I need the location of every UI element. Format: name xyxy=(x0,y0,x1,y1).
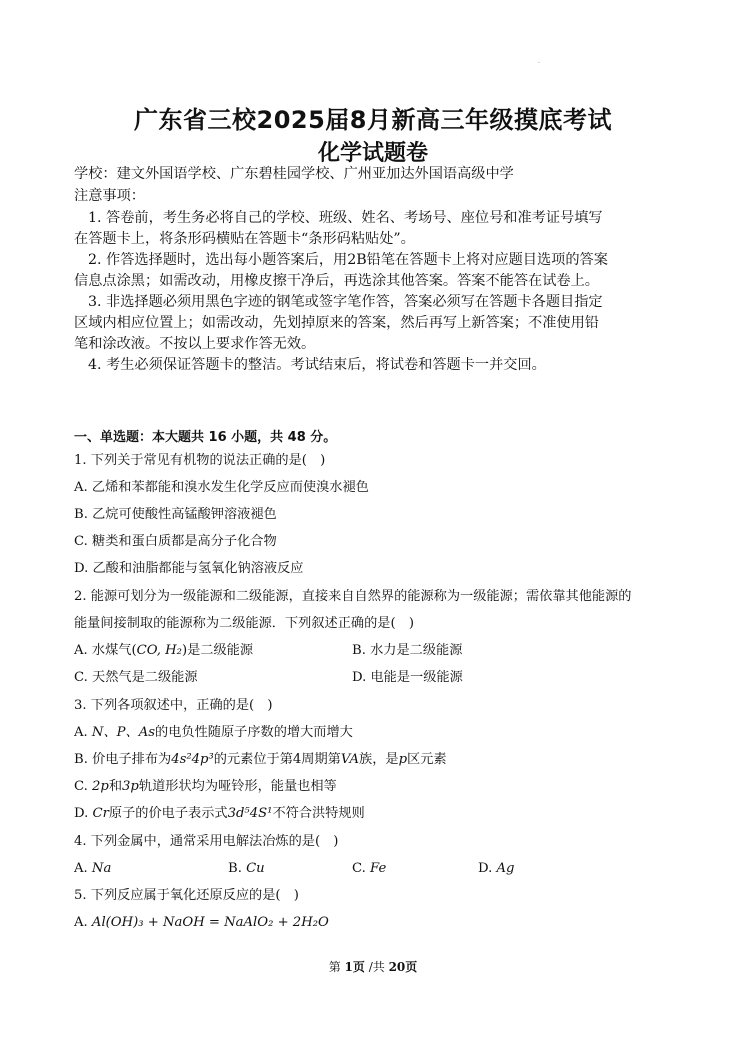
formula: 4s²4p³ xyxy=(171,752,214,767)
formula: 3d⁵4S¹ xyxy=(227,806,273,821)
formula: Cr xyxy=(92,806,109,821)
option-text: D. xyxy=(478,861,497,876)
option-text: 族，是 xyxy=(359,752,399,767)
option-d xyxy=(74,805,365,823)
formula: VA xyxy=(340,752,360,767)
section-title: 一、单选题：本大题共 16 小题，共 48 分。 xyxy=(74,430,337,445)
formula: CO, H₂ xyxy=(136,643,182,658)
notice-line: 2. 作答选择题时，选出每小题答案后，用2B铅笔在答题卡上将对应题目选项的答案 xyxy=(88,252,608,268)
notice-label: 注意事项： xyxy=(74,188,145,204)
option-text: A. xyxy=(74,725,92,740)
option-text: )是二级能源 xyxy=(181,643,254,658)
page-number: 1页 xyxy=(344,960,365,974)
option-c: C. 天然气是二级能源 xyxy=(74,670,198,685)
option-d: D. 乙酸和油脂都能与氢氧化钠溶液反应 xyxy=(74,561,304,576)
notice-line: 笔和涂改液。不按以上要求作答无效。 xyxy=(74,336,316,352)
option-c xyxy=(74,778,337,796)
option-d xyxy=(478,860,514,878)
formula: Cu xyxy=(246,861,265,876)
option-text: D. xyxy=(74,806,93,821)
option-text: 不符合洪特规则 xyxy=(272,806,365,821)
page-total: 20页 xyxy=(388,960,418,974)
formula: p xyxy=(398,752,408,767)
formula: Ag xyxy=(496,861,515,876)
option-b xyxy=(228,860,265,878)
formula: N、P、As xyxy=(91,725,156,740)
option-a: A. 乙烯和苯都能和溴水发生化学反应而使溴水褪色 xyxy=(74,480,369,495)
question-stem: 5. 下列反应属于氧化还原反应的是( ) xyxy=(74,888,299,903)
formula: 3p xyxy=(122,779,139,794)
question-stem: 1. 下列关于常见有机物的说法正确的是( ) xyxy=(74,453,326,468)
option-text: B. xyxy=(228,861,247,876)
formula: Fe xyxy=(370,861,387,876)
option-text: C. xyxy=(352,861,371,876)
option-a xyxy=(74,914,329,932)
formula: Al(OH)₃ + NaOH = NaAlO₂ + 2H₂O xyxy=(91,915,329,930)
option-text: 的电负性随原子序数的增大而增大 xyxy=(155,725,353,740)
exam-title: 广东省三校2025届8月新高三年级摸底考试 xyxy=(134,106,612,134)
option-text: 轨道形状均为哑铃形，能量也相等 xyxy=(138,779,337,794)
question-stem: 2. 能源可划分为一级能源和二级能源，直接来自自然界的能源称为一级能源；需依靠其他能源的 xyxy=(74,589,632,604)
option-text: B. 价电子排布为 xyxy=(74,752,172,767)
option-text: 和 xyxy=(108,779,123,794)
school-line: 学校：建文外国语学校、广东碧桂园学校、广州亚加达外国语高级中学 xyxy=(74,166,514,182)
notice-line: 在答题卡上，将条形码横贴在答题卡“条形码粘贴处”。 xyxy=(74,231,415,247)
notice-line: 1. 答卷前，考生务必将自己的学校、班级、姓名、考场号、座位号和准考证号填写 xyxy=(88,210,603,226)
question-stem: 4. 下列金属中，通常采用电解法冶炼的是( ) xyxy=(74,834,339,849)
option-text: A. xyxy=(74,915,92,930)
option-b: B. 乙烷可使酸性高锰酸钾溶液褪色 xyxy=(74,507,277,522)
option-text: C. xyxy=(74,779,93,794)
scan-mark: . xyxy=(538,58,540,65)
footer-text: 第 xyxy=(328,960,345,974)
footer-text: /共 xyxy=(364,960,389,974)
exam-subtitle: 化学试题卷 xyxy=(317,141,428,166)
question-stem: 3. 下列各项叙述中，正确的是( ) xyxy=(74,698,273,713)
option-text: 的元素位于第4周期第 xyxy=(213,752,341,767)
option-a xyxy=(74,860,111,878)
option-text: 原子的价电子表示式 xyxy=(108,806,228,821)
formula: 2p xyxy=(92,779,109,794)
option-d: D. 电能是一级能源 xyxy=(352,670,463,685)
option-b: B. 水力是二级能源 xyxy=(352,643,463,658)
notice-line: 信息点涂黑；如需改动，用橡皮擦干净后，再选涂其他答案。答案不能答在试卷上。 xyxy=(74,273,599,289)
page-footer xyxy=(0,958,746,975)
option-text: 区元素 xyxy=(407,752,447,767)
notice-line: 3. 非选择题必须用黑色字迹的钢笔或签字笔作答，答案必须写在答题卡各题目指定 xyxy=(88,294,603,310)
notice-line: 4. 考生必须保证答题卡的整洁。考试结束后，将试卷和答题卡一并交回。 xyxy=(88,357,546,373)
question-stem-cont: 能量间接制取的能源称为二级能源．下列叙述正确的是( ) xyxy=(74,616,414,631)
option-c xyxy=(352,860,386,878)
option-c: C. 糖类和蛋白质都是高分子化合物 xyxy=(74,534,277,549)
notice-line: 区域内相应位置上；如需改动，先划掉原来的答案，然后再写上新答案；不准使用铅 xyxy=(74,315,599,331)
option-a xyxy=(74,642,253,660)
option-text: A. 水煤气( xyxy=(74,643,137,658)
option-a xyxy=(74,724,353,742)
option-text: A. xyxy=(74,861,92,876)
option-b xyxy=(74,751,447,769)
formula: Na xyxy=(91,861,112,876)
